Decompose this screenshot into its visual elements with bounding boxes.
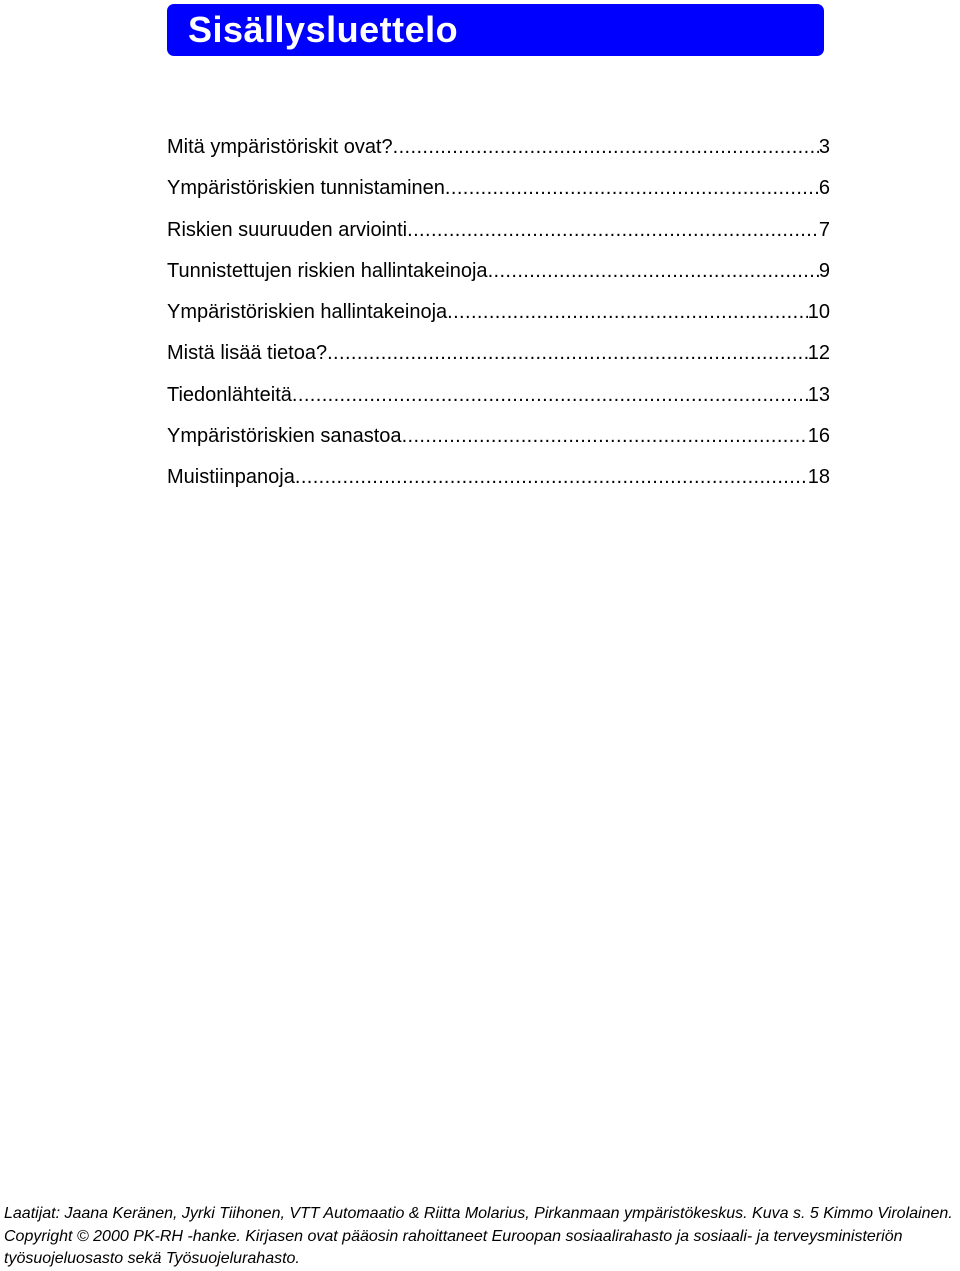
toc-entry-page: 9 (818, 259, 830, 282)
table-of-contents (167, 135, 830, 506)
toc-entry-label: Tunnistettujen riskien hallintakeinoja (167, 259, 488, 282)
toc-dot-leader (402, 424, 808, 448)
toc-dot-leader (447, 300, 808, 324)
toc-entry-page: 13 (807, 383, 830, 406)
toc-dot-leader (488, 259, 819, 283)
toc-dot-leader (445, 176, 819, 200)
toc-dot-leader (292, 383, 808, 407)
page-title: Sisällysluettelo (188, 9, 459, 50)
toc-entry[interactable] (167, 465, 830, 506)
toc-entry[interactable] (167, 218, 830, 259)
toc-entry-label: Tiedonlähteitä (167, 383, 292, 406)
toc-entry[interactable] (167, 176, 830, 217)
toc-dot-leader (327, 341, 808, 365)
footer-credits (4, 1203, 960, 1271)
toc-dot-leader (295, 465, 808, 489)
toc-entry-page: 7 (818, 218, 830, 241)
toc-entry-page: 18 (807, 466, 830, 488)
toc-entry-page: 12 (807, 342, 830, 365)
toc-entry-label: Mitä ympäristöriskit ovat? (167, 136, 393, 158)
toc-entry-label: Muistiinpanoja (167, 466, 295, 488)
toc-entry-page: 6 (818, 177, 830, 200)
toc-entry[interactable] (167, 424, 830, 465)
toc-entry-page: 10 (807, 301, 830, 323)
toc-entry-page: 16 (807, 424, 830, 447)
toc-dot-leader (407, 218, 819, 242)
toc-entry-label: Ympäristöriskien sanastoa (167, 424, 402, 447)
toc-entry[interactable] (167, 259, 830, 300)
toc-entry-label: Ympäristöriskien hallintakeinoja (167, 301, 448, 323)
toc-entry[interactable] (167, 135, 830, 176)
toc-dot-leader (393, 135, 819, 159)
title-banner (167, 4, 824, 56)
toc-entry[interactable] (167, 300, 830, 341)
toc-entry[interactable] (167, 341, 830, 382)
toc-entry-label: Mistä lisää tietoa? (167, 342, 328, 365)
credits-text: Laatijat: Jaana Keränen, Jyrki Tiihonen, VTT Automaatio & Riitta Molarius, Pirkanmaan ympäristökeskus. Kuva s. 5 Kimmo Virolainen. Copyright © 2000 PK-RH -hanke. Kirjasen ovat pääosin rahoittaneet Euroopan sosiaalirahasto ja sosiaali- ja terveysministeriön työsuojeluosasto sekä Työsuojelurahasto. (4, 1205, 953, 1267)
toc-entry-label: Ympäristöriskien tunnistaminen (167, 177, 445, 200)
toc-entry-page: 3 (818, 136, 830, 158)
toc-entry[interactable] (167, 383, 830, 424)
toc-entry-label: Riskien suuruuden arviointi (167, 218, 408, 241)
